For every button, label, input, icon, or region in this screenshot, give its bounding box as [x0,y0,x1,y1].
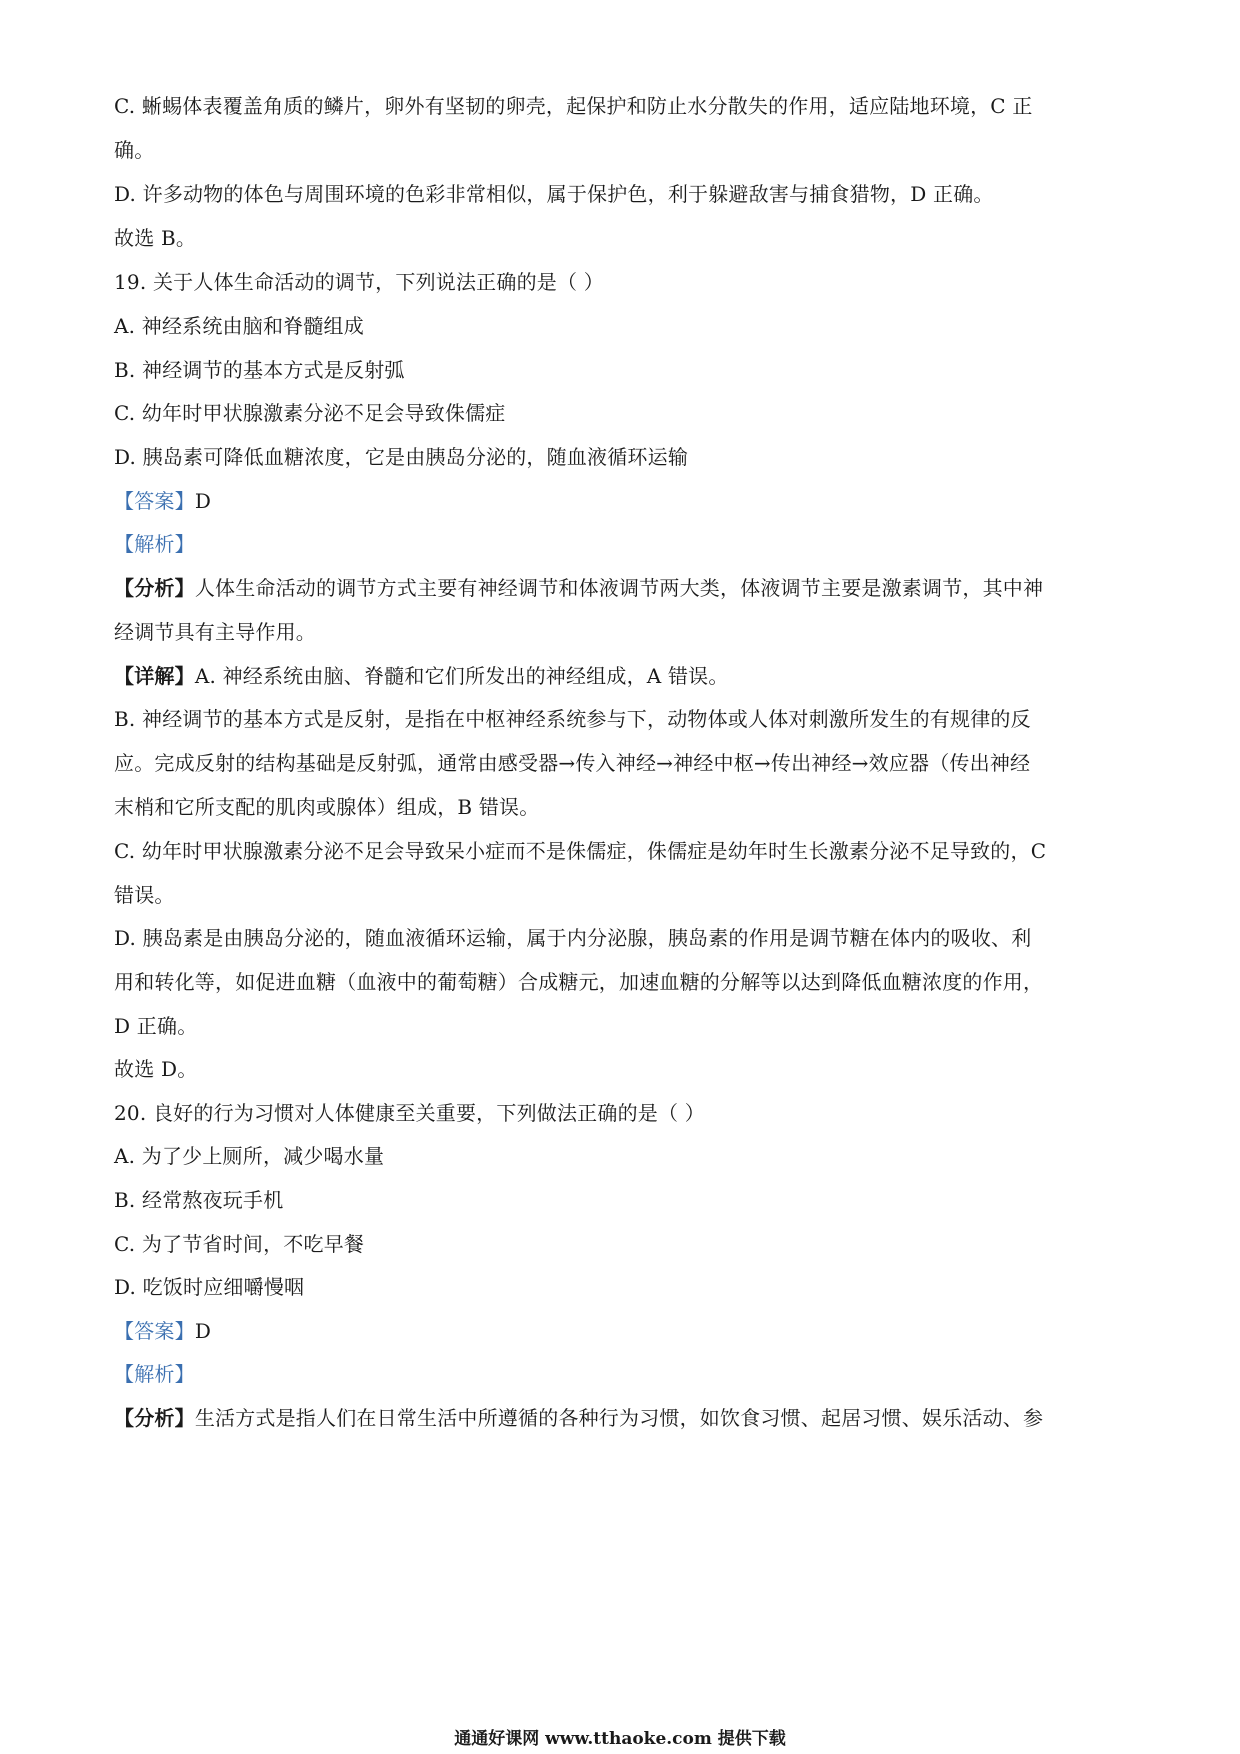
analysis-label: 【分析】 [114,576,195,600]
q18-option-c-explanation-line1: C. 蜥蜴体表覆盖角质的鳞片，卵外有坚韧的卵壳，起保护和防止水分散失的作用，适应陆地环境，C 正 [114,94,1033,118]
q20-answer [114,1317,1134,1345]
q18-option-d-explanation: D. 许多动物的体色与周围环境的色彩非常相似，属于保护色，利于躲避敌害与捕食猎物，D 正确。 [114,182,994,206]
q20-option-d: D. 吃饭时应细嚼慢咽 [114,1275,305,1299]
q19-analysis-tag: 【解析】 [114,532,195,556]
q19-detail-d-line1: D. 胰岛素是由胰岛分泌的，随血液循环运输，属于内分泌腺，胰岛素的作用是调节糖在体内的吸收、利 [114,926,1032,950]
q20-stem: 20. 良好的行为习惯对人体健康至关重要，下列做法正确的是（ ） [114,1101,705,1125]
q19-detail-d-line2: 用和转化等，如促进血糖（血液中的葡萄糖）合成糖元，加速血糖的分解等以达到降低血糖浓度的作用， [114,970,1044,994]
q19-stem: 19. 关于人体生命活动的调节，下列说法正确的是（ ） [114,270,604,294]
q19-option-d: D. 胰岛素可降低血糖浓度，它是由胰岛分泌的，随血液循环运输 [114,445,689,469]
q20-analysis-tag: 【解析】 [114,1362,195,1386]
q20-option-a: A. 为了少上厕所，减少喝水量 [114,1144,385,1168]
q19-detail-c-line1: C. 幼年时甲状腺激素分泌不足会导致呆小症而不是侏儒症，侏儒症是幼年时生长激素分泌不足导致的，C [114,839,1047,863]
q19-detail-b-line1: B. 神经调节的基本方式是反射，是指在中枢神经系统参与下，动物体或人体对刺激所发生的有规律的反 [114,707,1031,731]
q19-detail-c-line2: 错误。 [114,883,175,907]
q19-answer [114,487,1134,515]
q19-analysis-line2: 经调节具有主导作用。 [114,620,316,644]
q18-conclusion: 故选 B。 [114,226,197,250]
q19-conclusion: 故选 D。 [114,1057,198,1081]
answer-value: D [194,489,212,513]
page-footer: 通通好课网 www.tthaoke.com 提供下载 [454,1729,786,1749]
analysis-text: 生活方式是指人们在日常生活中所遵循的各种行为习惯，如饮食习惯、起居习惯、娱乐活动、参 [194,1406,1044,1430]
detail-label: 【详解】 [114,664,195,688]
analysis-label: 【分析】 [114,1406,195,1430]
q19-detail-b-line3: 末梢和它所支配的肌肉或腺体）组成，B 错误。 [114,795,540,819]
q19-option-b: B. 神经调节的基本方式是反射弧 [114,358,405,382]
q19-detail-d-line3: D 正确。 [114,1014,198,1038]
q19-analysis-line1 [114,574,1134,602]
answer-tag: 【答案】 [114,1319,195,1343]
detail-text: A. 神经系统由脑、脊髓和它们所发出的神经组成，A 错误。 [194,664,729,688]
q19-detail-line1 [114,662,1134,690]
q20-option-b: B. 经常熬夜玩手机 [114,1188,284,1212]
q19-option-a: A. 神经系统由脑和脊髓组成 [114,314,364,338]
answer-tag: 【答案】 [114,489,195,513]
q20-analysis-line1 [114,1404,1134,1432]
q20-option-c: C. 为了节省时间，不吃早餐 [114,1232,365,1256]
q19-option-c: C. 幼年时甲状腺激素分泌不足会导致侏儒症 [114,401,506,425]
answer-value: D [194,1319,212,1343]
analysis-text: 人体生命活动的调节方式主要有神经调节和体液调节两大类，体液调节主要是激素调节，其中神 [194,576,1044,600]
q19-detail-b-line2: 应。完成反射的结构基础是反射弧，通常由感受器→传入神经→神经中枢→传出神经→效应器（传出神经 [114,751,1031,775]
q18-option-c-explanation-line2: 确。 [114,138,155,162]
